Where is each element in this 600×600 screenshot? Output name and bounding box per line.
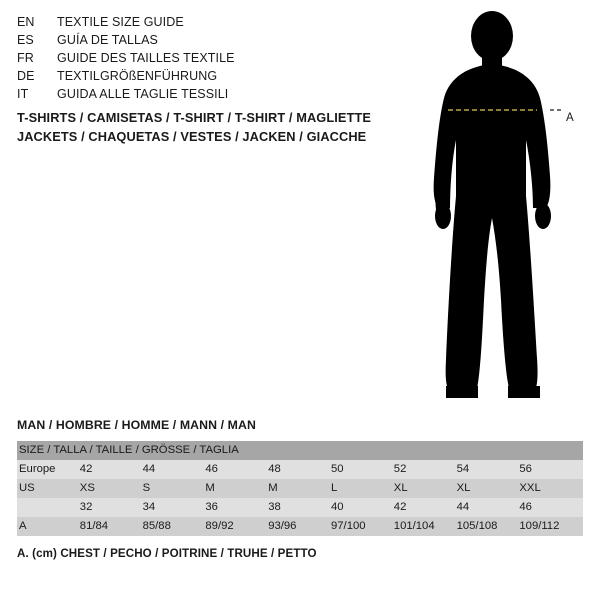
language-code: IT <box>17 87 29 101</box>
table-footnote: A. (cm) CHEST / PECHO / POITRINE / TRUHE / PETTO <box>17 547 317 560</box>
table-cell: 42 <box>394 498 457 517</box>
table-row <box>17 479 583 498</box>
table-row <box>17 498 583 517</box>
table-cell: 85/88 <box>143 517 206 536</box>
language-code: DE <box>17 69 35 83</box>
language-row <box>17 33 377 51</box>
language-code: ES <box>17 33 34 47</box>
language-row <box>17 15 377 33</box>
table-cell: 44 <box>143 460 206 479</box>
table-cell: 109/112 <box>519 517 583 536</box>
table-row <box>17 517 583 536</box>
language-row <box>17 51 377 69</box>
category-jackets: JACKETS / CHAQUETAS / VESTES / JACKEN / GIACCHE <box>17 129 367 144</box>
language-text: GUIDA ALLE TAGLIE TESSILI <box>57 87 229 101</box>
table-cell: 46 <box>519 498 583 517</box>
table-cell: 40 <box>331 498 394 517</box>
table-cell: XXL <box>519 479 583 498</box>
table-cell: 56 <box>519 460 583 479</box>
table-cell: 101/104 <box>394 517 457 536</box>
table-cell: 52 <box>394 460 457 479</box>
row-label: A <box>17 517 80 536</box>
table-cell: M <box>205 479 268 498</box>
language-row <box>17 69 377 87</box>
row-label: US <box>17 479 80 498</box>
size-table-wrapper <box>17 441 583 536</box>
language-list <box>17 15 377 105</box>
language-text: TEXTILGRÖßENFÜHRUNG <box>57 69 218 83</box>
row-label <box>17 498 80 517</box>
table-cell: 38 <box>268 498 331 517</box>
category-list <box>17 110 417 148</box>
size-table <box>17 441 583 536</box>
table-cell: 50 <box>331 460 394 479</box>
table-cell: 44 <box>457 498 520 517</box>
language-text: TEXTILE SIZE GUIDE <box>57 15 184 29</box>
language-code: EN <box>17 15 35 29</box>
table-cell: S <box>143 479 206 498</box>
table-cell: 81/84 <box>80 517 143 536</box>
table-cell: 97/100 <box>331 517 394 536</box>
table-cell: XL <box>457 479 520 498</box>
table-cell: XS <box>80 479 143 498</box>
table-cell: 105/108 <box>457 517 520 536</box>
table-cell: 93/96 <box>268 517 331 536</box>
table-cell: L <box>331 479 394 498</box>
male-figure-illustration <box>400 10 600 410</box>
table-title: MAN / HOMBRE / HOMME / MANN / MAN <box>17 418 256 432</box>
category-tshirts: T-SHIRTS / CAMISETAS / T-SHIRT / T-SHIRT / MAGLIETTE <box>17 110 372 125</box>
figure-svg <box>400 10 600 410</box>
table-cell: 46 <box>205 460 268 479</box>
table-cell: M <box>268 479 331 498</box>
table-cell: 36 <box>205 498 268 517</box>
table-cell: 32 <box>80 498 143 517</box>
table-cell: 34 <box>143 498 206 517</box>
language-text: GUIDE DES TAILLES TEXTILE <box>57 51 235 65</box>
language-text: GUÍA DE TALLAS <box>57 33 158 47</box>
row-label: Europe <box>17 460 80 479</box>
table-cell: XL <box>394 479 457 498</box>
table-cell: 48 <box>268 460 331 479</box>
table-header-row <box>17 441 583 460</box>
table-header-label: SIZE / TALLA / TAILLE / GRÖSSE / TAGLIA <box>17 441 583 460</box>
table-cell: 42 <box>80 460 143 479</box>
table-row <box>17 460 583 479</box>
table-cell: 54 <box>457 460 520 479</box>
table-cell: 89/92 <box>205 517 268 536</box>
language-code: FR <box>17 51 34 65</box>
measure-label-a: A <box>566 112 575 124</box>
language-row <box>17 87 377 105</box>
